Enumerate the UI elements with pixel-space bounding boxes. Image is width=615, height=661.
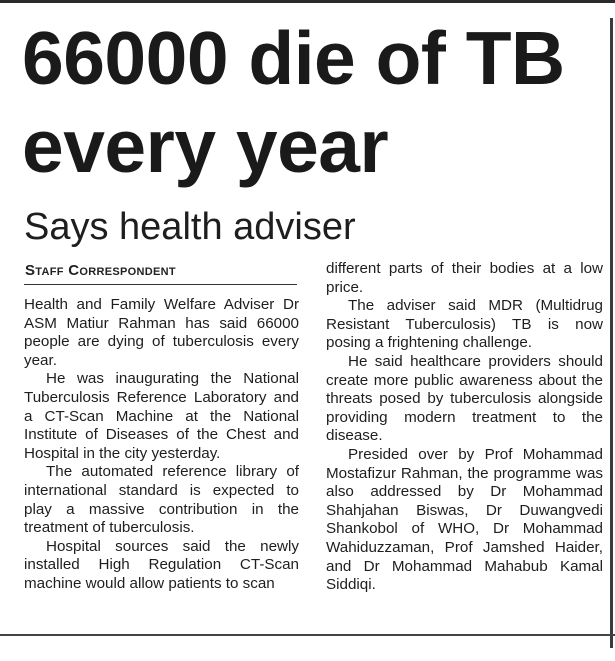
paragraph-continuation: different parts of their bodies at a low price. bbox=[326, 260, 603, 296]
paragraph: He was inaugurating the National Tuberculosis Reference Laboratory and a CT-Scan Machine at the National Institute of Diseases of the Chest and Hospital in the city yesterday. bbox=[24, 370, 299, 462]
byline: Staff Correspondent bbox=[25, 262, 176, 279]
top-rule bbox=[0, 0, 615, 3]
right-rule bbox=[610, 18, 613, 648]
bottom-rule bbox=[0, 634, 615, 636]
paragraph: The adviser said MDR (Multidrug Resistant Tuberculosis) TB is now posing a frightening challenge. bbox=[326, 297, 603, 352]
paragraph: Hospital sources said the newly installed High Regulation CT-Scan machine would allow patients to scan bbox=[24, 537, 299, 592]
left-column bbox=[24, 296, 299, 594]
paragraph: He said healthcare providers should create more public awareness about the threats posed by tuberculosis alongside providing modern treatment to the disease. bbox=[326, 352, 603, 445]
byline-rule bbox=[24, 284, 297, 285]
headline: 66000 die of TB every year bbox=[22, 16, 565, 188]
subheadline: Says health adviser bbox=[24, 206, 356, 248]
paragraph: Presided over by Prof Mohammad Mostafizur Rahman, the programme was also addressed by Dr Mohammad Shahjahan Biswas, Dr Duwangvedi Shankobol of WHO, Dr Mohammad Wahiduzzaman, Prof Jamshed Haider, and Dr Mohammad Mahabub Kamal Siddiqi. bbox=[326, 445, 603, 594]
paragraph: Health and Family Welfare Adviser Dr ASM Matiur Rahman has said 66000 people are dying of tuberculosis every year. bbox=[24, 296, 299, 369]
paragraph: The automated reference library of international standard is expected to play a massive contribution in the treatment of tuberculosis. bbox=[24, 463, 299, 537]
right-column bbox=[326, 260, 603, 595]
